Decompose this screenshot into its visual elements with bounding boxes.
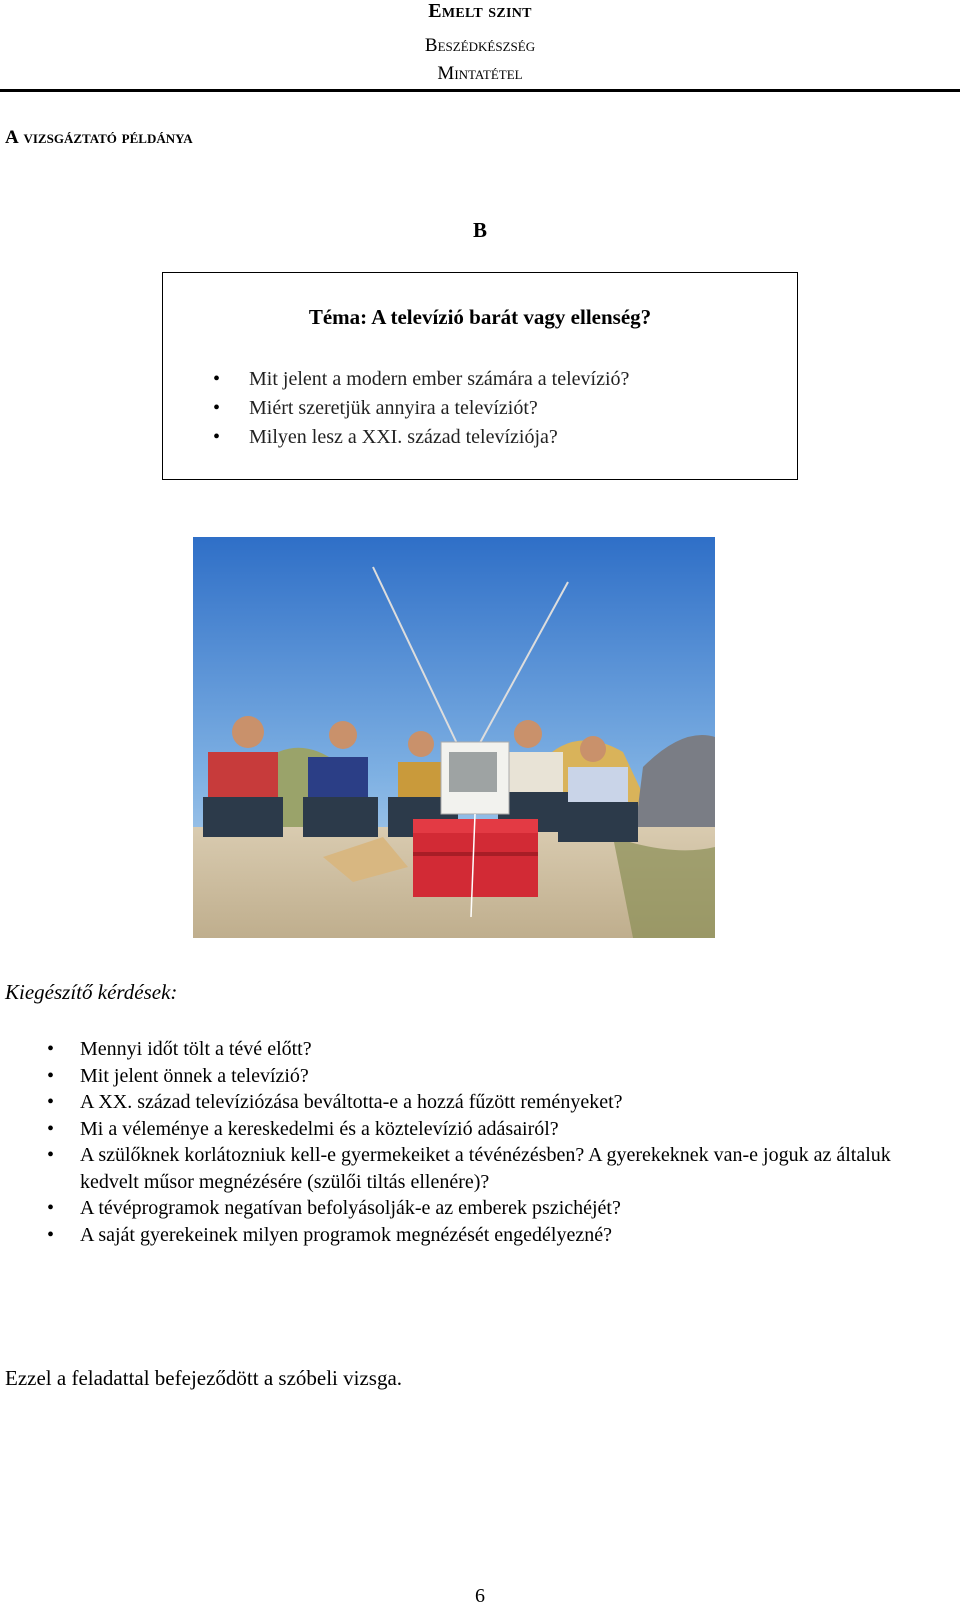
exam-type: Mintatétel: [437, 63, 523, 84]
exam-level: Emelt szint: [428, 0, 532, 22]
extra-questions-list: [5, 1036, 905, 1248]
extra-question: • A szülőknek korlátozniuk kell-e gyermekeiket a tévénézésben? A gyerekeknek van-e joguk az általuk kedvelt műsor megnézésére (szülői tiltás ellenére)?: [5, 1142, 905, 1195]
extra-question: • A XX. század televíziózása beváltotta-e a hozzá fűzött reményeket?: [5, 1089, 905, 1116]
topic-box: [162, 272, 798, 480]
header-rule: [0, 89, 960, 92]
extra-questions-heading: Kiegészítő kérdések:: [5, 980, 178, 1004]
topic-title: Téma: A televízió barát vagy ellenség?: [308, 305, 652, 329]
closing-sentence: Ezzel a feladattal befejeződött a szóbeli vizsga.: [5, 1366, 403, 1390]
extra-question: • Mit jelent önnek a televízió?: [5, 1063, 905, 1090]
extra-question: • A saját gyerekeinek milyen programok megnézését engedélyezné?: [5, 1222, 905, 1249]
topic-bullets: [213, 365, 629, 452]
topic-bullet: • Mit jelent a modern ember számára a televízió?: [213, 365, 629, 394]
topic-bullet: • Miért szeretjük annyira a televíziót?: [213, 394, 629, 423]
topic-bullet: • Milyen lesz a XXI. század televíziója?: [213, 423, 629, 452]
page-number: 6: [475, 1585, 485, 1607]
extra-question: • Mi a véleménye a kereskedelmi és a köztelevízió adásairól?: [5, 1116, 905, 1143]
extra-question: • A tévéprogramok negatívan befolyásolják-e az emberek pszichéjét?: [5, 1195, 905, 1222]
copy-role-label: A vizsgáztató példánya: [5, 127, 193, 148]
extra-question: • Mennyi időt tölt a tévé előtt?: [5, 1036, 905, 1063]
exam-skill: Beszédkészség: [424, 35, 536, 56]
variant-letter: B: [472, 218, 487, 242]
beach-tv-photo: [193, 537, 715, 938]
